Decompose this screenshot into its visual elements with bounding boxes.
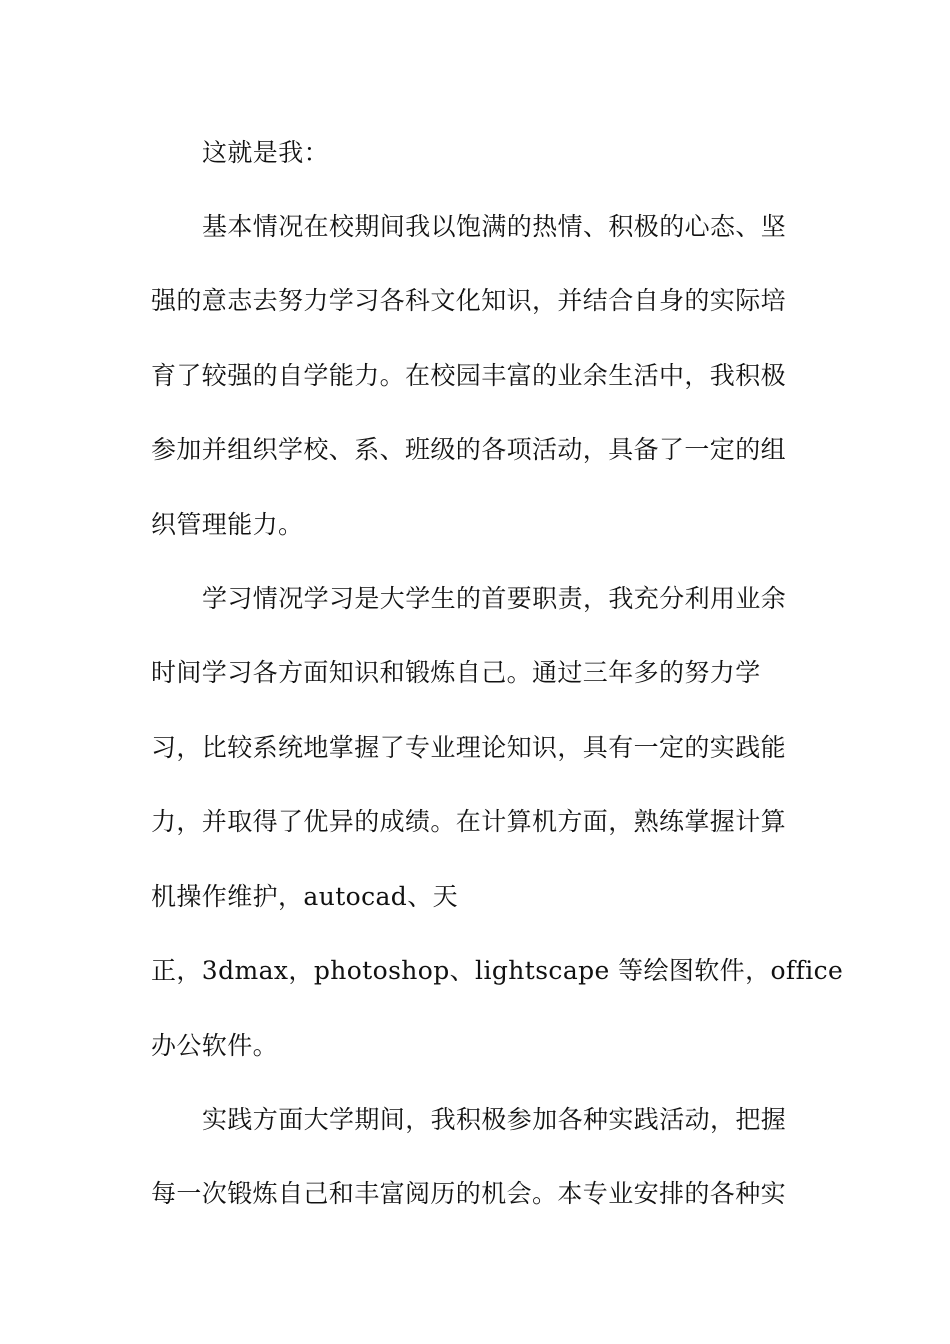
paragraph-line: 每一次锻炼自己和丰富阅历的机会。本专业安排的各种实 — [151, 1179, 787, 1208]
paragraph-line: 育了较强的自学能力。在校园丰富的业余生活中，我积极 — [151, 361, 787, 390]
paragraph-line: 时间学习各方面知识和锻炼自己。通过三年多的努力学 — [151, 658, 761, 687]
paragraph-line: 这就是我： — [202, 138, 330, 167]
paragraph-line: 办公软件。 — [151, 1031, 279, 1060]
paragraph-line: 基本情况在校期间我以饱满的热情、积极的心态、坚 — [202, 212, 787, 241]
paragraph-line: 学习情况学习是大学生的首要职责，我充分利用业余 — [202, 584, 787, 613]
paragraph-line: 习，比较系统地掌握了专业理论知识，具有一定的实践能 — [151, 733, 787, 762]
paragraph-line: 正，3dmax，photoshop、lightscape 等绘图软件，office — [151, 956, 844, 985]
paragraph-line: 实践方面大学期间，我积极参加各种实践活动，把握 — [202, 1105, 787, 1134]
paragraph-line: 机操作维护，autocad、天 — [151, 882, 459, 911]
paragraph-line: 强的意志去努力学习各科文化知识，并结合自身的实际培 — [151, 286, 787, 315]
paragraph-line: 参加并组织学校、系、班级的各项活动，具备了一定的组 — [151, 435, 787, 464]
paragraph-line: 力，并取得了优异的成绩。在计算机方面，熟练掌握计算 — [151, 807, 787, 836]
paragraph-line: 织管理能力。 — [151, 510, 304, 539]
